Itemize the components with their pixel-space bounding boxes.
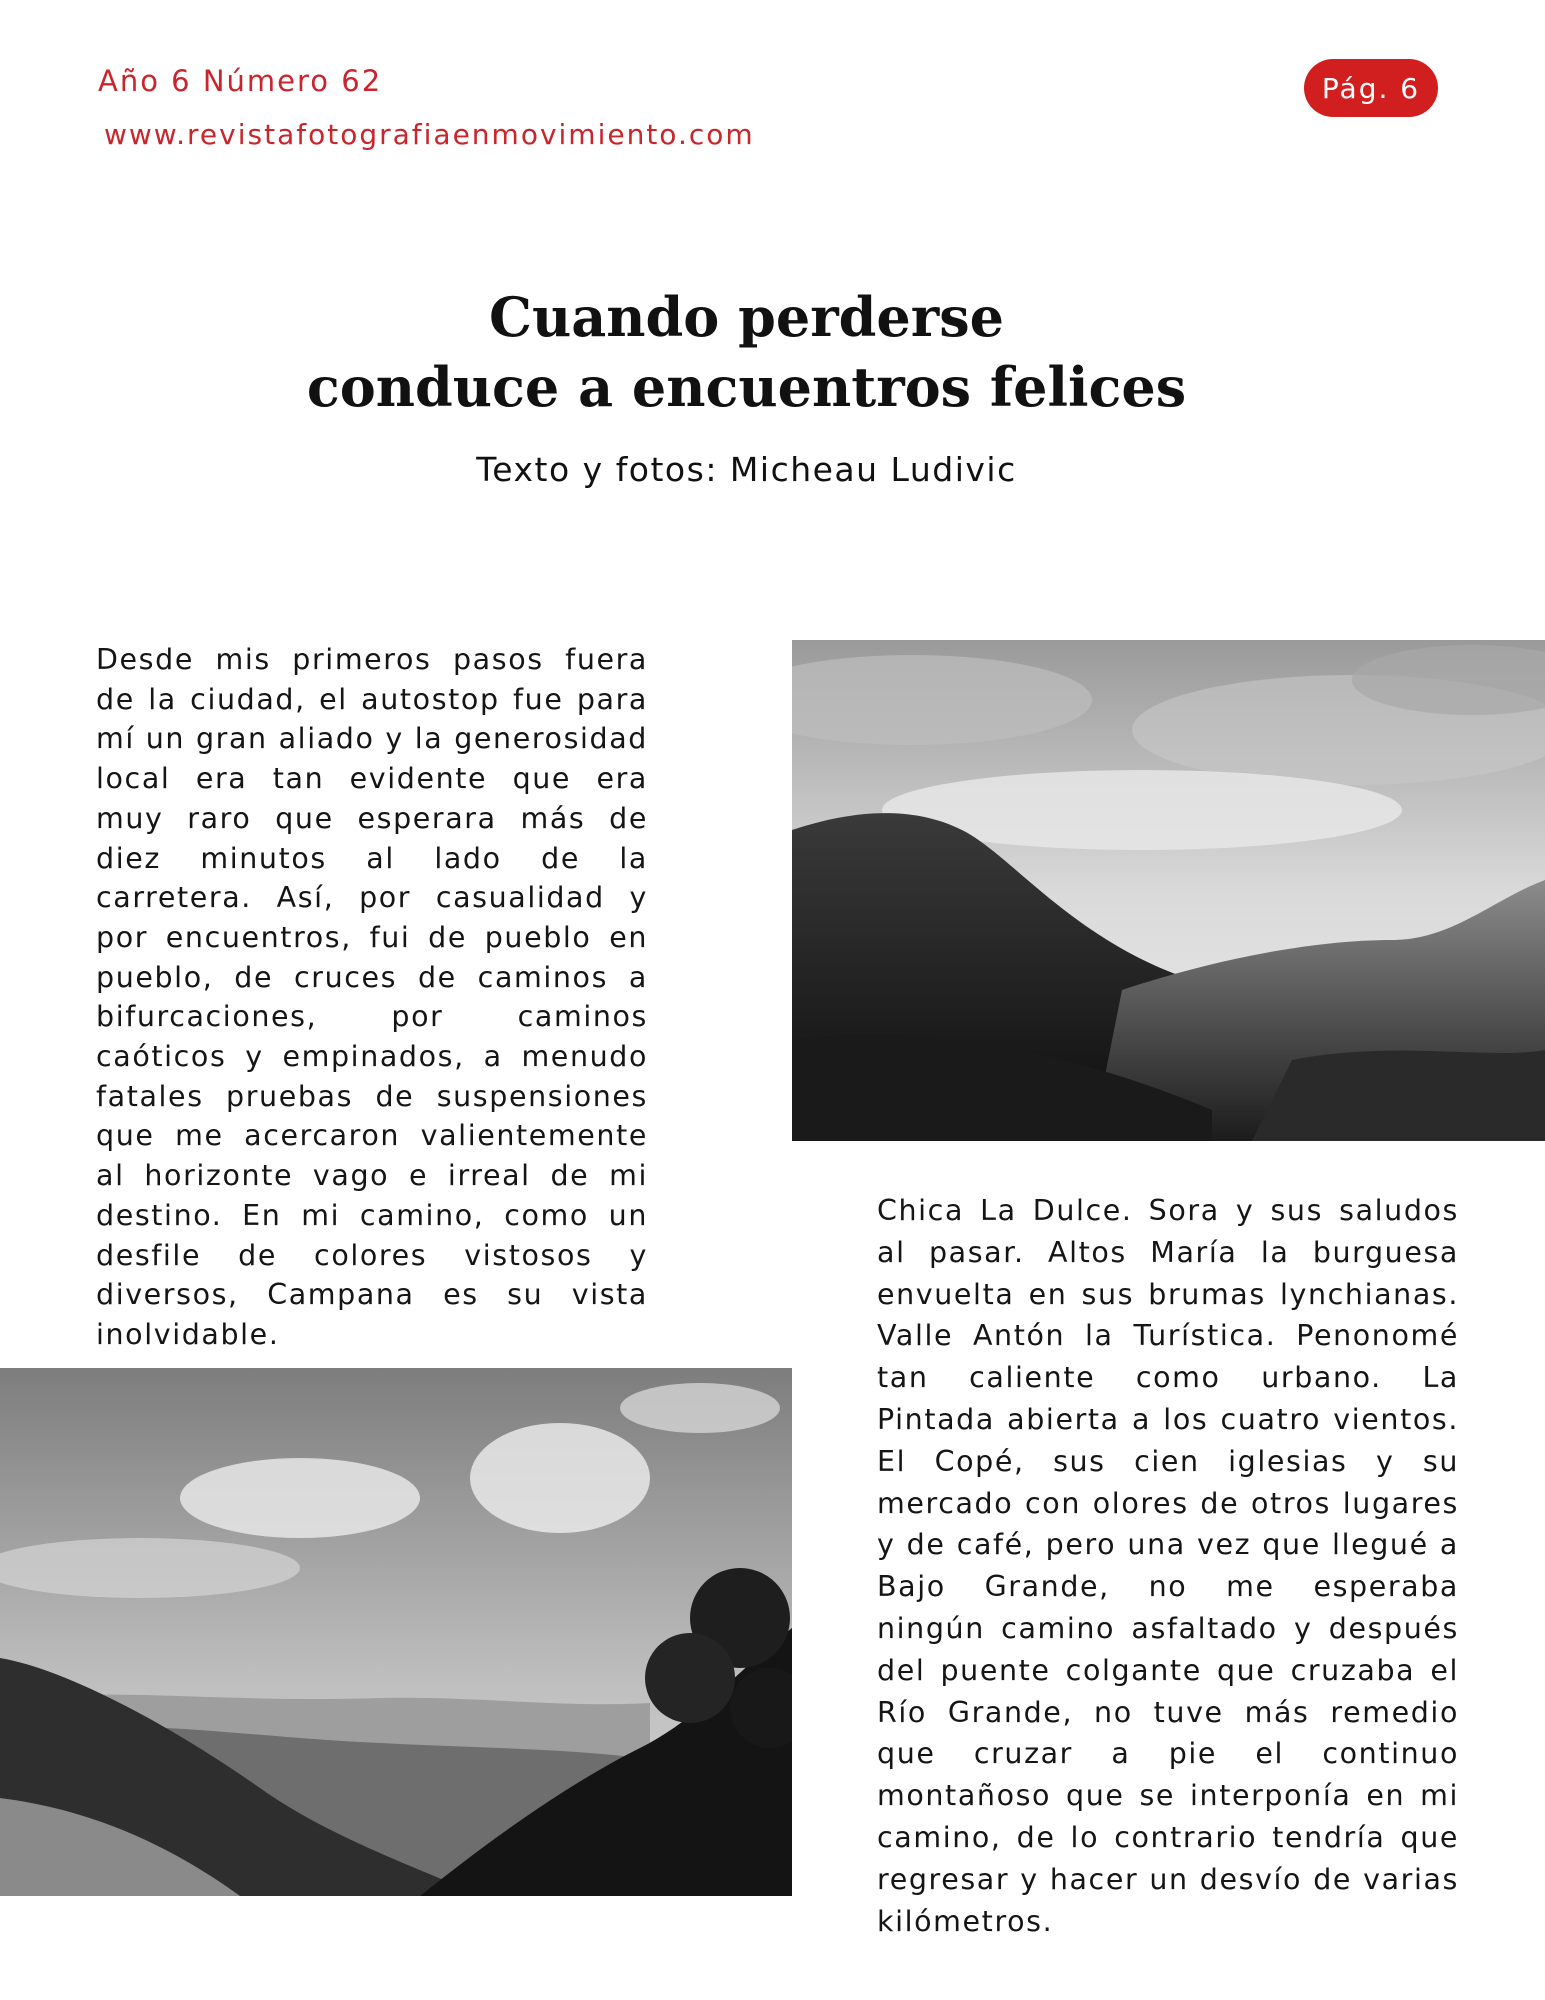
mountain-photo-top <box>792 640 1545 1141</box>
article-byline: Texto y fotos: Micheau Ludivic <box>476 450 1017 489</box>
title-line-1: Cuando perderse <box>489 285 1004 349</box>
issue-number: Año 6 Número 62 <box>98 64 383 98</box>
title-line-2: conduce a encuentros felices <box>306 355 1187 419</box>
mountain-photo-bottom <box>0 1368 792 1896</box>
website-link[interactable]: www.revistafotografiaenmovimiento.com <box>104 118 755 151</box>
page-number-badge: Pág. 6 <box>1304 59 1438 117</box>
paragraph-1: Desde mis primeros pasos fuera de la ciudad, el autostop fue para mí un gran aliado y la generosidad local era tan evidente que era muy raro que esperara más de diez minutos al lado de la carretera. Así, por casualidad y por encuentros, fui de pueblo en pueblo, de cruces de caminos a bifurcaciones, por caminos caóticos y empinados, a menudo fatales pruebas de suspensiones que me acercaron valientemente al horizonte vago e irreal de mi destino. En mi camino, como un desfile de colores vistosos y diversos, Campana es su vista inolvidable. <box>96 643 648 1351</box>
article-title <box>0 282 1493 422</box>
paragraph-2: Chica La Dulce. Sora y sus saludos al pasar. Altos María la burguesa envuelta en sus brumas lynchianas. Valle Antón la Turística. Penonomé tan caliente como urbano. La Pintada abierta a los cuatro vientos. El Copé, sus cien iglesias y su mercado con olores de otros lugares y de café, pero una vez que llegué a Bajo Grande, no me esperaba ningún camino asfaltado y después del puente colgante que cruzaba el Río Grande, no tuve más remedio que cruzar a pie el continuo montañoso que se interponía en mi camino, de lo contrario tendría que regresar y hacer un desvío de varias kilómetros. <box>877 1194 1459 1938</box>
